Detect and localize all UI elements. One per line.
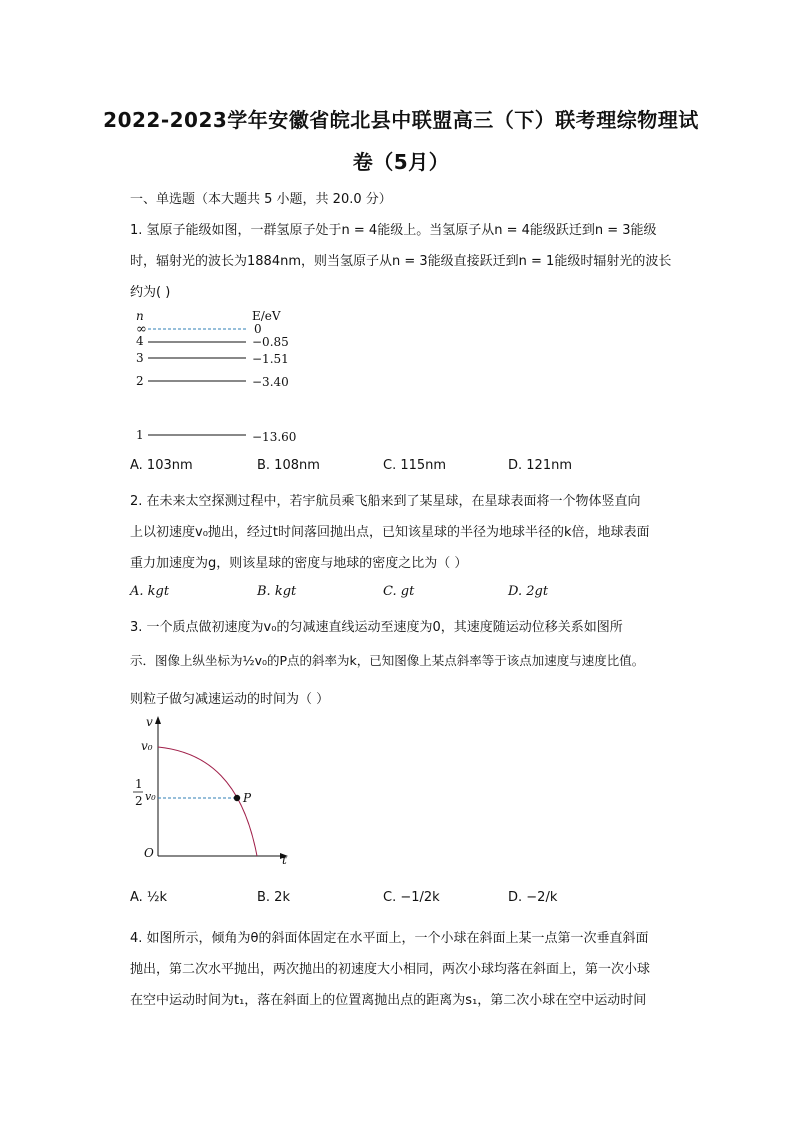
q2-option-b: B. kgt <box>257 584 297 599</box>
half-fraction-numerator: 1 <box>135 777 143 791</box>
level-e-3: −1.51 <box>252 352 289 366</box>
level-e-1: −13.60 <box>252 430 297 444</box>
q2-option-d: D. 2gt <box>508 584 549 599</box>
q4-line-1: 4. 如图所示，倾角为θ的斜面体固定在水平面上，一个小球在斜面上某一点第一次垂直斜面 <box>130 931 649 946</box>
v-axis-label: v <box>146 715 153 729</box>
q3-option-d: D. −2/k <box>508 890 558 905</box>
level-n-inf: ∞ <box>136 322 147 337</box>
q2-line-2: 上以初速度v₀抛出，经过t时间落回抛出点，已知该星球的半径为地球半径的k倍，地球表面 <box>130 525 650 540</box>
level-e-4: −0.85 <box>252 335 289 349</box>
level-n-1: 1 <box>136 428 144 442</box>
energy-axis-label: E/eV <box>252 309 281 323</box>
doc-title-line-2: 卷（5月） <box>352 150 450 174</box>
q1-line-3: 约为( ) <box>130 285 171 300</box>
level-n-2: 2 <box>136 374 144 388</box>
velocity-time-graph <box>128 712 308 868</box>
q2-line-3: 重力加速度为g，则该星球的密度与地球的密度之比为（ ） <box>130 556 468 571</box>
level-n-4: 4 <box>136 334 144 348</box>
q3-line-3: 则粒子做匀减速运动的时间为（ ） <box>130 692 330 707</box>
n-axis-label: n <box>136 309 144 323</box>
t-axis-label: t <box>282 853 287 867</box>
q3-option-c: C. −1/2k <box>383 890 440 905</box>
q1-option-d: D. 121nm <box>508 458 572 473</box>
energy-level-diagram <box>130 308 310 448</box>
origin-label: O <box>144 846 154 860</box>
section-header: 一、单选题（本大题共 5 小题，共 20.0 分） <box>130 192 392 207</box>
v-axis-arrow <box>155 716 161 724</box>
half-fraction-denominator: 2 <box>135 794 143 808</box>
point-p-label: P <box>243 791 252 805</box>
half-v0-label: v₀ <box>145 790 156 803</box>
q2-option-c: C. gt <box>383 584 415 599</box>
q1-option-b: B. 108nm <box>257 458 320 473</box>
level-n-3: 3 <box>136 351 144 365</box>
q2-option-a: A. kgt <box>130 584 170 599</box>
doc-title-line-1: 2022-2023学年安徽省皖北县中联盟高三（下）联考理综物理试 <box>103 108 699 132</box>
q4-line-3: 在空中运动时间为t₁，落在斜面上的位置离抛出点的距离为s₁，第二次小球在空中运动时间 <box>130 993 647 1008</box>
q3-option-a: A. ½k <box>130 890 168 905</box>
q1-line-2: 时，辐射光的波长为1884nm，则当氢原子从n = 3能级直接跃迁到n = 1能级时辐射光的波长 <box>130 254 672 269</box>
v0-tick-label: v₀ <box>141 739 153 753</box>
q3-option-b: B. 2k <box>257 890 290 905</box>
level-e-inf: 0 <box>254 322 262 336</box>
q4-line-2: 抛出，第二次水平抛出，两次抛出的初速度大小相同，两次小球均落在斜面上，第一次小球 <box>130 962 651 977</box>
q1-line-1: 1. 氢原子能级如图，一群氢原子处于n = 4能级上。当氢原子从n = 4能级跃迁到n = 3能级 <box>130 223 657 238</box>
point-p <box>234 795 240 801</box>
q1-option-c: C. 115nm <box>383 458 447 473</box>
q3-line-2: 示．图像上纵坐标为½v₀的P点的斜率为k，已知图像上某点斜率等于该点加速度与速度比值。 <box>130 653 645 668</box>
level-e-2: −3.40 <box>252 375 289 389</box>
q1-option-a: A. 103nm <box>130 458 193 473</box>
q2-line-1: 2. 在未来太空探测过程中，若宇航员乘飞船来到了某星球，在星球表面将一个物体竖直向 <box>130 494 641 509</box>
q3-line-1: 3. 一个质点做初速度为v₀的匀减速直线运动至速度为0，其速度随运动位移关系如图所 <box>130 620 623 635</box>
